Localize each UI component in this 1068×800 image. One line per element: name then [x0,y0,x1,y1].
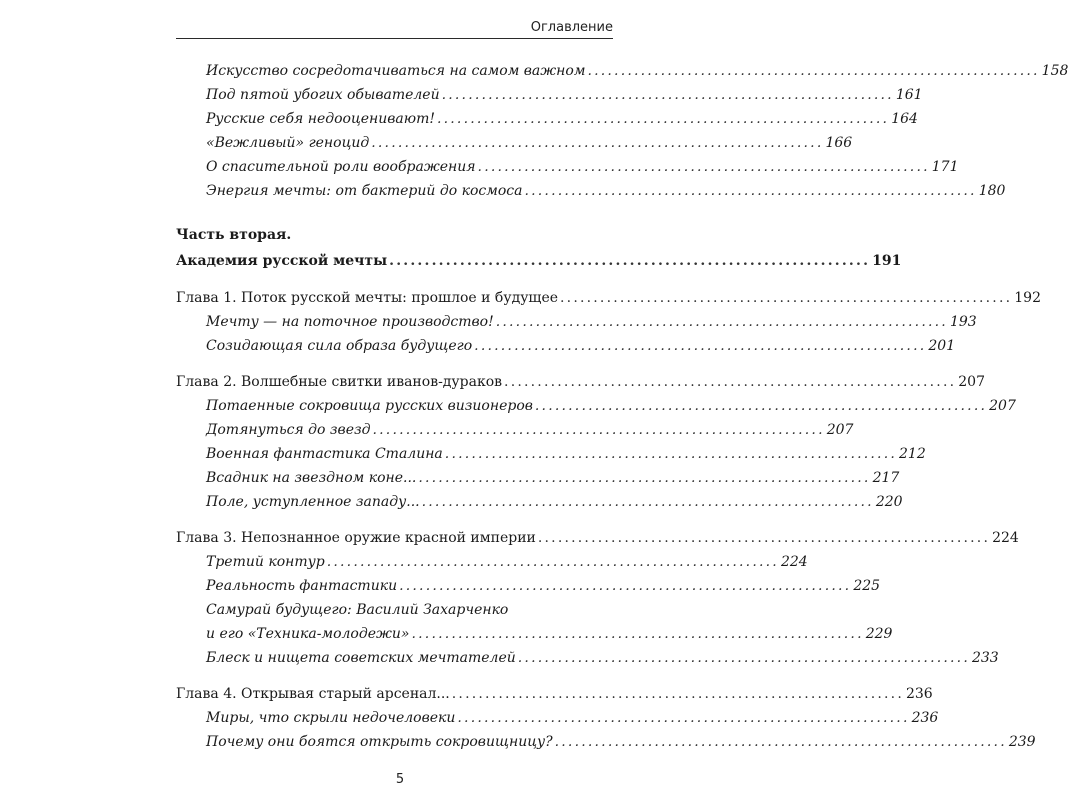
toc-entry-title: Русские себя недооценивают! [206,111,435,127]
chapter-entry[interactable] [176,529,1019,547]
toc-entry[interactable] [206,649,999,667]
toc-entry-title: Энергия мечты: от бактерий до космоса [206,183,523,199]
toc-entry[interactable] [206,493,903,511]
toc-entry[interactable] [206,134,853,152]
header-title: Оглавление [530,20,613,35]
toc-entry-page: 236 [911,710,939,726]
chapter-title: Глава 4. Открывая старый арсенал... [176,686,450,702]
dot-leader: .................................................................... [517,650,970,666]
dot-leader: .................................................................... [372,422,825,438]
dot-leader: .................................................................... [524,183,977,199]
toc-entry-page: 180 [978,183,1006,199]
toc-entry-title-line1: Самурай будущего: Василий Захарченко [206,602,509,618]
toc-entry-page: 233 [971,650,999,666]
toc-entry-title: Всадник на звездном коне... [206,470,417,486]
part-label: Часть вторая. [176,227,292,243]
toc-entry[interactable] [206,110,918,128]
toc-entry-page: 220 [875,494,903,510]
toc-entry-page: 193 [949,314,977,330]
toc-entry-title: О спасительной роли воображения [206,159,476,175]
toc-entry-page: 166 [825,135,853,151]
dot-leader: .................................................................... [444,446,898,462]
toc-entry-title: и его «Техника-молодежи» [206,626,410,642]
dot-leader: .................................................................... [389,253,871,269]
toc-entry-page: 207 [826,422,854,438]
dot-leader: .................................................................... [537,530,991,546]
toc-entry-title: Почему они боятся открыть сокровищницу? [206,734,553,750]
dot-leader: .................................................................... [371,135,824,151]
toc-entry-title: Под пятой убогих обывателей [206,87,440,103]
toc-entry[interactable] [206,421,854,439]
chapter-entry[interactable] [176,685,933,703]
toc-entry-page: 217 [872,470,900,486]
dot-leader: .................................................................... [421,494,874,510]
dot-leader: .................................................................... [495,314,948,330]
toc-entry-title: Военная фантастика Сталина [206,446,443,462]
toc-entry-page: 161 [895,87,923,103]
toc-entry-title: «Вежливый» геноцид [206,135,370,151]
toc-entry[interactable] [206,709,939,727]
chapter-page: 236 [905,686,933,702]
toc-entry[interactable] [206,445,926,463]
toc-entry-title: Миры, что скрыли недочеловеки [206,710,456,726]
dot-leader: .................................................................... [554,734,1007,750]
toc-entry-title: Поле, уступленное западу... [206,494,420,510]
toc-entry[interactable] [206,733,1036,751]
toc-entry-page: 158 [1041,63,1068,79]
dot-leader: .................................................................... [451,686,904,702]
dot-leader: .................................................................... [477,159,930,175]
dot-leader: .................................................................... [560,290,1013,306]
part-title: Академия русской мечты [176,253,388,269]
dot-leader: .................................................................... [474,338,927,354]
toc-entry-title: Дотянуться до звезд [206,422,371,438]
chapter-title: Глава 2. Волшебные свитки иванов-дураков [176,374,503,390]
toc-entry[interactable] [206,313,977,331]
dot-leader: .................................................................... [399,578,852,594]
toc-entry-page: 225 [853,578,881,594]
dot-leader: .................................................................... [457,710,910,726]
chapter-entry[interactable] [176,289,1041,307]
toc-entry-title: Мечту — на поточное производство! [206,314,494,330]
dot-leader: .................................................................... [504,374,957,390]
toc-entry[interactable] [206,397,1016,415]
toc-entry-title: Блеск и нищета советских мечтателей [206,650,516,666]
toc-entry[interactable] [206,577,881,595]
toc-entry-page: 229 [865,626,893,642]
chapter-entry[interactable] [176,373,985,391]
toc-entry-title: Искусство сосредотачиваться на самом важном [206,63,586,79]
dot-leader: .................................................................... [587,63,1040,79]
part-title-entry[interactable] [176,252,902,270]
dot-leader: .................................................................... [436,111,890,127]
toc-entry[interactable] [206,625,893,643]
toc-entry-page: 239 [1008,734,1036,750]
toc-entry-title: Реальность фантастики [206,578,398,594]
toc-entry[interactable] [206,337,956,355]
dot-leader: .................................................................... [326,554,779,570]
toc-entry-title: Третий контур [206,554,325,570]
chapter-page: 224 [992,530,1019,546]
toc-entry[interactable] [206,553,808,571]
toc-entry-page: 224 [780,554,808,570]
chapter-page: 207 [958,374,985,390]
toc-entry-title: Потаенные сокровища русских визионеров [206,398,533,414]
toc-entry-title: Созидающая сила образа будущего [206,338,473,354]
toc-entry[interactable] [206,62,1068,80]
page-number: 5 [395,772,405,787]
toc-entry[interactable] [206,86,923,104]
toc-entry-page: 207 [989,398,1016,414]
toc-entry[interactable] [206,469,900,487]
dot-leader: .................................................................... [534,398,988,414]
toc-entry-page: 201 [928,338,956,354]
chapter-title: Глава 1. Поток русской мечты: прошлое и будущее [176,290,559,306]
part-page: 191 [872,253,902,269]
dot-leader: .................................................................... [418,470,871,486]
dot-leader: .................................................................... [441,87,894,103]
chapter-page: 192 [1014,290,1041,306]
toc-entry[interactable] [206,158,959,176]
chapter-title: Глава 3. Непознанное оружие красной империи [176,530,536,546]
toc-entry[interactable] [206,182,1006,200]
dot-leader: .................................................................... [411,626,864,642]
toc-entry-page: 164 [891,111,918,127]
toc-entry-page: 212 [899,446,926,462]
header-rule [176,38,613,39]
toc-entry-page: 171 [931,159,959,175]
